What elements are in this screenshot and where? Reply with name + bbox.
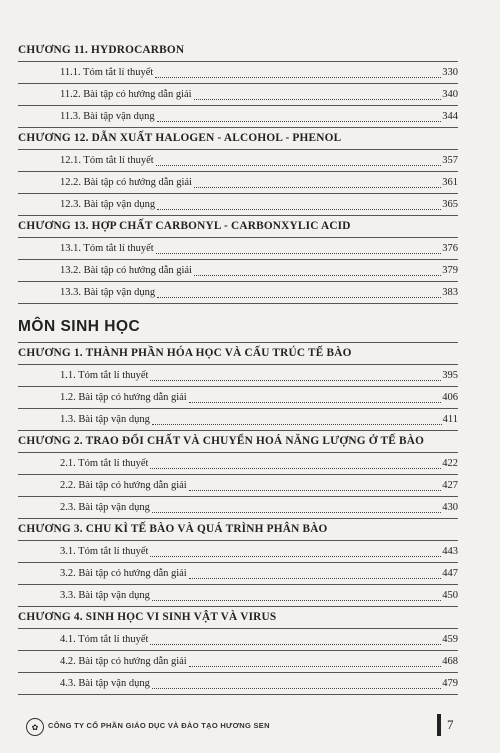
chapter-block (18, 216, 458, 304)
toc-entry[interactable] (18, 282, 458, 304)
chapter-block (18, 431, 458, 519)
entry-label: 1.1. Tóm tắt lí thuyết (60, 370, 149, 381)
chapter-block (18, 40, 458, 128)
entry-page: 344 (442, 111, 458, 122)
entry-page: 422 (442, 458, 458, 469)
entry-page: 468 (442, 656, 458, 667)
toc-entry[interactable] (18, 497, 458, 519)
entry-label: 4.1. Tóm tắt lí thuyết (60, 634, 149, 645)
entry-page: 450 (442, 590, 458, 601)
chapter-title: CHƯƠNG 4. SINH HỌC VI SINH VẬT VÀ VIRUS (18, 607, 458, 629)
toc-entry[interactable] (18, 409, 458, 431)
entry-page: 406 (442, 392, 458, 403)
toc-entry[interactable] (18, 172, 458, 194)
entry-page: 447 (442, 568, 458, 579)
entry-page: 330 (442, 67, 458, 78)
entry-label: 3.1. Tóm tắt lí thuyết (60, 546, 149, 557)
entry-page: 443 (442, 546, 458, 557)
entry-label: 13.1. Tóm tắt lí thuyết (60, 243, 154, 254)
entry-label: 4.2. Bài tập có hướng dẫn giải (60, 656, 187, 667)
entry-label: 13.2. Bài tập có hướng dẫn giải (60, 265, 192, 276)
entry-page: 383 (442, 287, 458, 298)
toc-entry[interactable] (18, 585, 458, 607)
entry-label: 12.2. Bài tập có hướng dẫn giải (60, 177, 192, 188)
entry-page: 395 (442, 370, 458, 381)
chapter-block (18, 343, 458, 431)
footer-divider (437, 714, 441, 736)
subject-heading: MÔN SINH HỌC (18, 312, 458, 343)
entry-label: 1.2. Bài tập có hướng dẫn giải (60, 392, 187, 403)
entry-label: 12.1. Tóm tắt lí thuyết (60, 155, 154, 166)
page-number: 7 (447, 717, 454, 732)
toc-entry[interactable] (18, 629, 458, 651)
toc-entry[interactable] (18, 238, 458, 260)
chapter-title: CHƯƠNG 1. THÀNH PHẦN HÓA HỌC VÀ CẤU TRÚC TẾ BÀO (18, 343, 458, 365)
biology-chapters (18, 343, 458, 695)
toc-entry[interactable] (18, 150, 458, 172)
publisher-name: CÔNG TY CỔ PHẦN GIÁO DỤC VÀ ĐÀO TẠO HƯƠNG SEN (48, 721, 270, 730)
entry-label: 11.3. Bài tập vận dụng (60, 111, 155, 122)
chapter-title: CHƯƠNG 2. TRAO ĐỔI CHẤT VÀ CHUYỂN HOÁ NĂNG LƯỢNG Ở TẾ BÀO (18, 431, 458, 453)
toc-entry[interactable] (18, 673, 458, 695)
entry-label: 2.3. Bài tập vận dụng (60, 502, 150, 513)
entry-label: 4.3. Bài tập vận dụng (60, 678, 150, 689)
toc-entry[interactable] (18, 453, 458, 475)
chapter-title: CHƯƠNG 11. HYDROCARBON (18, 40, 458, 62)
toc-entry[interactable] (18, 106, 458, 128)
entry-label: 13.3. Bài tập vận dụng (60, 287, 156, 298)
entry-label: 2.2. Bài tập có hướng dẫn giải (60, 480, 187, 491)
entry-label: 3.2. Bài tập có hướng dẫn giải (60, 568, 187, 579)
entry-label: 11.2. Bài tập có hướng dẫn giải (60, 89, 192, 100)
entry-page: 459 (442, 634, 458, 645)
entry-page: 340 (442, 89, 458, 100)
page-footer (0, 712, 500, 742)
toc-entry[interactable] (18, 62, 458, 84)
toc-entry[interactable] (18, 651, 458, 673)
toc-entry[interactable] (18, 194, 458, 216)
entry-page: 365 (442, 199, 458, 210)
chapter-block (18, 519, 458, 607)
toc-entry[interactable] (18, 387, 458, 409)
toc-entry[interactable] (18, 541, 458, 563)
entry-label: 1.3. Bài tập vận dụng (60, 414, 150, 425)
chapter-title: CHƯƠNG 13. HỢP CHẤT CARBONYL - CARBONXYLIC ACID (18, 216, 458, 238)
chapter-block (18, 128, 458, 216)
entry-page: 430 (442, 502, 458, 513)
chapter-title: CHƯƠNG 12. DẪN XUẤT HALOGEN - ALCOHOL - PHENOL (18, 128, 458, 150)
entry-page: 411 (442, 414, 458, 425)
entry-page: 357 (442, 155, 458, 166)
lotus-logo-icon: ✿ (26, 718, 44, 736)
entry-page: 376 (442, 243, 458, 254)
chapter-block (18, 607, 458, 695)
chapter-title: CHƯƠNG 3. CHU KÌ TẾ BÀO VÀ QUÁ TRÌNH PHÂN BÀO (18, 519, 458, 541)
table-of-contents (18, 40, 458, 695)
entry-page: 361 (442, 177, 458, 188)
entry-label: 11.1. Tóm tắt lí thuyết (60, 67, 154, 78)
entry-label: 12.3. Bài tập vận dụng (60, 199, 156, 210)
entry-page: 379 (442, 265, 458, 276)
entry-page: 427 (442, 480, 458, 491)
entry-page: 479 (442, 678, 458, 689)
toc-entry[interactable] (18, 475, 458, 497)
toc-entry[interactable] (18, 365, 458, 387)
toc-entry[interactable] (18, 260, 458, 282)
toc-entry[interactable] (18, 84, 458, 106)
toc-entry[interactable] (18, 563, 458, 585)
entry-label: 2.1. Tóm tắt lí thuyết (60, 458, 149, 469)
entry-label: 3.3. Bài tập vận dụng (60, 590, 150, 601)
